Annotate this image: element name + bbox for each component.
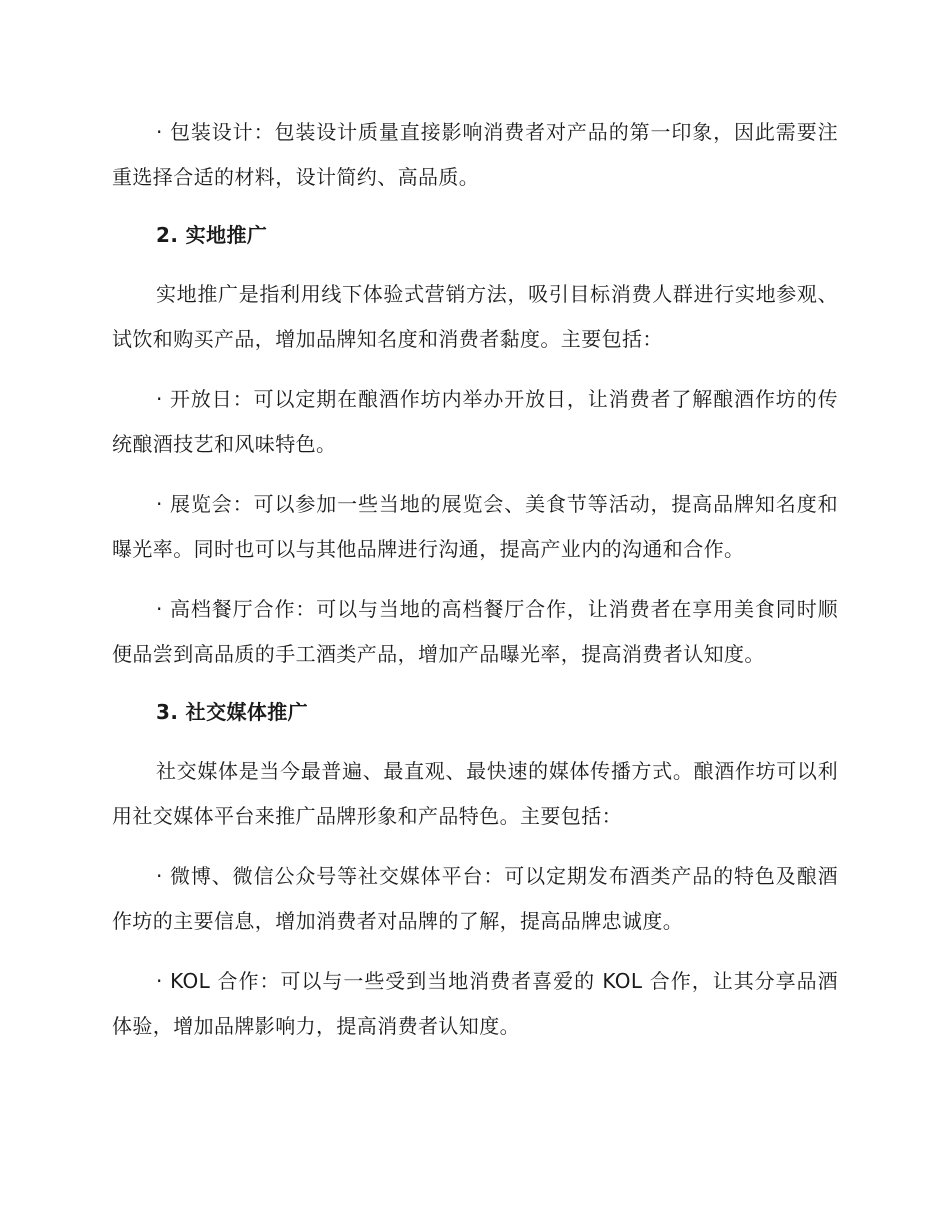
section-heading-social-media: 3. 社交媒体推广	[156, 700, 309, 724]
paragraph-social-media-intro: 社交媒体是当今最普遍、最直观、最快速的媒体传播方式。酿酒作坊可以利用社交媒体平台来推广品牌形象和产品特色。主要包括：	[112, 759, 838, 828]
bullet-restaurant-cooperation: · 高档餐厅合作：可以与当地的高档餐厅合作，让消费者在享用美食同时顺便品尝到高品质的手工酒类产品，增加产品曝光率，提高消费者认知度。	[112, 597, 838, 666]
section-heading-field-promotion: 2. 实地推广	[156, 223, 268, 247]
bullet-packaging-design: · 包装设计：包装设计质量直接影响消费者对产品的第一印象，因此需要注重选择合适的材料，设计简约、高品质。	[112, 120, 838, 189]
bullet-exhibition: · 展览会：可以参加一些当地的展览会、美食节等活动，提高品牌知名度和曝光率。同时也可以与其他品牌进行沟通，提高产业内的沟通和合作。	[112, 492, 838, 561]
bullet-weibo-wechat: · 微博、微信公众号等社交媒体平台：可以定期发布酒类产品的特色及酿酒作坊的主要信息，增加消费者对品牌的了解，提高品牌忠诚度。	[112, 864, 838, 933]
paragraph-field-promotion-intro: 实地推广是指利用线下体验式营销方法，吸引目标消费人群进行实地参观、试饮和购买产品，增加品牌知名度和消费者黏度。主要包括：	[112, 282, 838, 351]
bullet-kol-cooperation: · KOL 合作：可以与一些受到当地消费者喜爱的 KOL 合作，让其分享品酒体验，增加品牌影响力，提高消费者认知度。	[112, 969, 838, 1038]
bullet-open-day: · 开放日：可以定期在酿酒作坊内举办开放日，让消费者了解酿酒作坊的传统酿酒技艺和风味特色。	[112, 387, 838, 456]
